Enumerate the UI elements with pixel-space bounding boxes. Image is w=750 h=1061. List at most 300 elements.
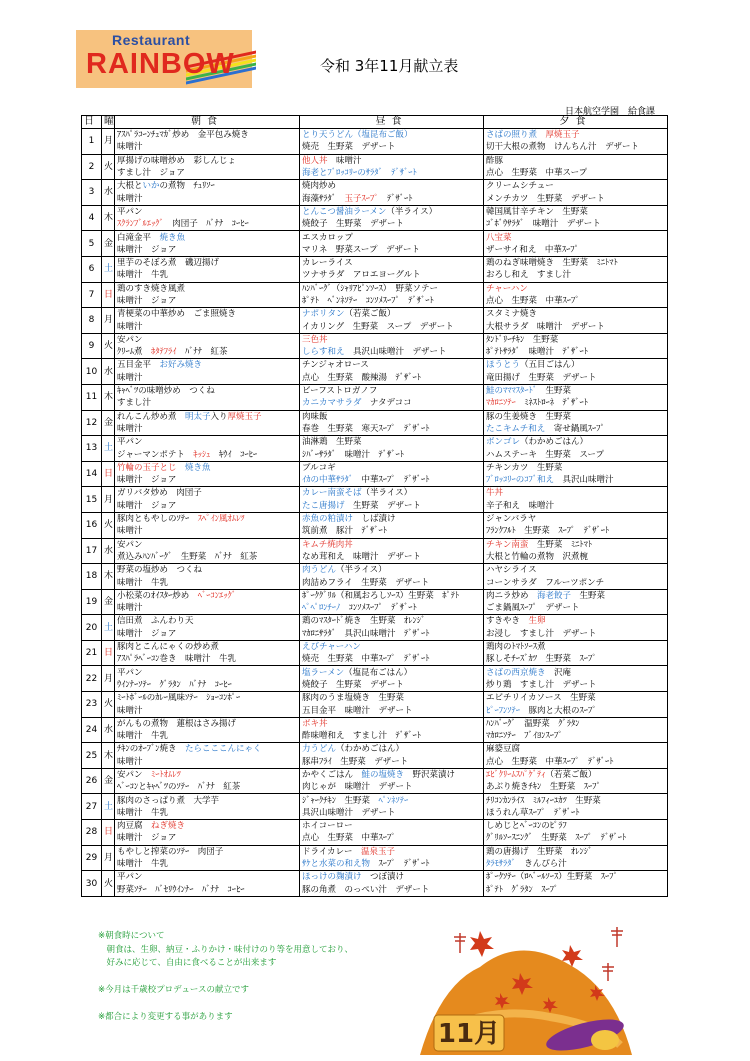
lunch-cell [300,461,484,474]
day-row-second [82,372,668,385]
breakfast-cell [115,525,300,538]
breakfast-cell [115,436,300,449]
dinner-cell [484,256,668,269]
menu-text: すまし汁 ジョア [117,168,185,179]
day-of-week: 土 [102,256,115,282]
breakfast-cell [115,564,300,577]
menu-text: 味噌汁 ジョア [117,244,177,255]
dinner-cell [484,807,668,820]
breakfast-cell [115,423,300,436]
day-of-week: 水 [102,180,115,206]
menu-text: 厚揚げの味噌炒め 彩しんじょ [117,155,237,166]
day-row [82,129,668,142]
menu-text: ザーサイ和え 中華ｽｰﾌﾟ [486,244,579,255]
dinner-cell [484,820,668,833]
page-title: 令和 3年11月献立表 [320,57,459,75]
dinner-cell [484,730,668,743]
menu-text: 生野菜 [537,386,572,397]
note-line [98,998,353,1012]
day-row-second [82,858,668,871]
menu-text: 豚肉と大根のｽｰﾌﾟ [520,705,597,716]
menu-text: （五目ごはん） [520,360,580,371]
menu-text: えびチャーハン [302,642,361,653]
menu-text: ﾎﾟﾃﾄ ﾍﾞﾝﾈｿﾃｰ ｺﾝｿﾒｽｰﾌﾟ ﾃﾞｻﾞｰﾄ [302,296,434,306]
day-of-week: 火 [102,333,115,359]
lunch-cell [300,640,484,653]
day-row-second [82,269,668,282]
menu-text: 牛丼 [486,488,504,499]
lunch-cell [300,794,484,807]
menu-text: ｽｸﾗﾝﾌﾞﾙｴｯｸﾞ [117,219,164,230]
menu-text: 厚焼玉子 [545,130,580,141]
note-line: 朝食は、生卵、納豆・ふりかけ・味付けのり等を用意しており、 [98,944,354,955]
day-row [82,205,668,218]
note-line [98,971,353,985]
menu-text: ﾁｷﾝのｵｰﾌﾞﾝ焼き [117,744,186,755]
menu-text: ねぎ焼き [151,821,186,832]
header-dinner: 夕食 [484,116,668,129]
autumn-mountain-illustration [420,925,632,1055]
lunch-cell [300,551,484,564]
menu-text: 力うどん [302,744,337,755]
menu-text: （半ライス） [386,206,438,217]
day-row [82,615,668,628]
menu-text: さばの照り煮 [486,130,546,141]
menu-text: 春巻 生野菜 寒天ｽｰﾌﾟ ﾃﾞｻﾞｰﾄ [302,423,430,434]
menu-text: もやしと搾菜のｿﾃｰ 肉団子 [117,846,224,857]
menu-text: ﾊﾝﾊﾞｰｸﾞ（ｼｬﾘｱﾋﾟﾝｿｰｽ） 野菜ソテー [302,283,439,294]
menu-text: の煮物 ﾁｭﾘｿｰ [159,181,215,192]
menu-text: 海老餃子 [537,590,572,601]
menu-text: 豚肉のうま塩焼き 生野菜 [302,693,405,704]
day-number: 18 [82,564,102,590]
menu-text: チキンカツ 生野菜 [486,462,563,473]
breakfast-cell [115,308,300,321]
lunch-cell [300,487,484,500]
menu-text: さばの西京焼き [486,667,546,678]
menu-text: ブルコギ [302,462,336,473]
menu-text: ﾏｶﾛﾆｻﾗﾀﾞ 具沢山味噌汁 ﾃﾞｻﾞｰﾄ [302,628,430,639]
lunch-cell [300,717,484,730]
dinner-cell [484,448,668,461]
logo-rainbow-text: RAINBOW [86,48,235,80]
menu-text: （若菜ご飯） [545,769,597,780]
day-number: 22 [82,666,102,692]
dinner-cell [484,167,668,180]
menu-text: ｱｽﾊﾟﾗｺｰﾝﾁｭﾏｶﾞ炒め 金平包み焼き [117,130,249,141]
dinner-cell [484,704,668,717]
menu-text: 竹輪の玉子とじ [117,462,177,473]
dinner-cell [484,269,668,282]
lunch-cell [300,704,484,717]
menu-text: 焼売 生野菜 デザート [302,142,396,153]
breakfast-cell [115,717,300,730]
menu-text: すきやき [486,616,529,627]
note-line: 好みに応じて、自由に食べることが出来ます [98,958,277,968]
dinner-cell [484,768,668,781]
dinner-cell [484,205,668,218]
menu-text: 点心 生野菜 中華スープ [486,168,588,179]
menu-text: 入り [210,411,228,422]
lunch-cell [300,205,484,218]
breakfast-cell [115,743,300,756]
day-row-second [82,653,668,666]
breakfast-cell [115,602,300,615]
breakfast-cell [115,820,300,833]
menu-text: 鶏の唐揚げ 生野菜 ｵﾚﾝｼﾞ [486,846,593,857]
menu-text: 酢味噌和え すまし汁 ﾃﾞｻﾞｰﾄ [302,731,422,742]
menu-text: メンチカツ 生野菜 デザート [486,193,605,204]
breakfast-cell [115,871,300,884]
notes-block [98,930,353,1025]
menu-text: ﾎﾟｰｸｸﾞﾘﾙ（和風おろしｿｰｽ）生野菜 ﾎﾟﾃﾄ [302,590,460,601]
day-row-second [82,474,668,487]
menu-text: 麻婆豆腐 [486,744,521,755]
breakfast-cell [115,269,300,282]
lunch-cell [300,602,484,615]
menu-text: ｼﾊﾞｰｻﾗﾀﾞ 味噌汁 ﾃﾞｻﾞｰﾄ [302,449,405,460]
menu-text: ﾌﾗﾝｸﾌﾙﾄ 生野菜 ｽｰﾌﾟ ﾃﾞｻﾞｰﾄ [486,526,610,537]
menu-text: ﾊﾞﾅﾅ 紅茶 [176,347,228,358]
menu-text: ジャーマンポテト [117,449,194,460]
menu-text: 五目金平 味噌汁 デザート [302,705,413,716]
day-of-week: 月 [102,308,115,334]
day-number: 4 [82,205,102,231]
breakfast-cell [115,768,300,781]
dinner-cell [484,640,668,653]
menu-text: ﾀﾗﾓｻﾗﾀﾞ [486,859,516,870]
lunch-cell [300,231,484,244]
day-of-week: 水 [102,717,115,743]
day-row-second [82,346,668,359]
menu-text: （わかめごはん） [336,744,405,755]
menu-text: 肉豆腐 [117,821,152,832]
menu-text: ｷｳｲ ｺｰﾋｰ [210,449,258,460]
day-of-week: 月 [102,845,115,871]
menu-text: ﾎﾟﾃﾄｻﾗﾀﾞ 味噌汁 ﾃﾞｻﾞｰﾄ [486,347,589,358]
lunch-cell [300,538,484,551]
lunch-cell [300,628,484,641]
day-number: 12 [82,410,102,436]
day-of-week: 土 [102,615,115,641]
menu-text: ｽﾍﾟｲﾝ風ｵﾑﾚﾂ [197,514,245,525]
menu-text: 肉詰めフライ 生野菜 デザート [302,577,430,588]
dinner-cell [484,141,668,154]
day-of-week: 日 [102,461,115,487]
day-number: 2 [82,154,102,180]
day-row [82,538,668,551]
menu-text: カレーライス [302,258,353,269]
menu-text: 里芋のそぼろ煮 磯辺揚げ [117,258,220,269]
day-of-week: 木 [102,564,115,590]
dinner-cell [484,794,668,807]
day-row-second [82,679,668,692]
day-row [82,666,668,679]
dinner-cell [484,397,668,410]
menu-text: ﾌﾞﾛｯｺﾘｰのｺﾌﾞ和え [486,475,555,486]
menu-text: ごま鍋風ｽｰﾌﾟ デザート [486,603,580,614]
menu-text: 大根と竹輪の煮物 沢煮椀 [486,551,589,562]
menu-text: 肉団子 ﾊﾞﾅﾅ ｺｰﾋｰ [163,219,249,230]
lunch-cell [300,884,484,897]
breakfast-cell [115,397,300,410]
menu-text: 平パン [117,206,143,217]
menu-text: 味噌汁 [117,321,143,332]
dinner-cell [484,845,668,858]
menu-text: ｷｯｼｭ [193,449,211,460]
day-number: 8 [82,308,102,334]
day-number: 30 [82,871,102,897]
menu-text: 味噌汁 [117,372,143,383]
menu-text: （若菜ご飯） [344,309,396,320]
restaurant-rainbow-logo [76,30,252,88]
breakfast-cell [115,576,300,589]
menu-text: しめじとﾍﾞｰｺﾝのﾋﾟﾗﾌ [486,821,567,832]
logo-restaurant-text: Restaurant [112,32,191,48]
menu-text: おろし和え すまし汁 [486,270,572,281]
dinner-cell [484,487,668,500]
menu-text: イカリング 生野菜 スープ デザート [302,321,454,332]
menu-text: 具沢山味噌汁 [554,475,614,486]
menu-text: 大根サラダ 味噌汁 デザート [486,321,605,332]
day-row-second [82,397,668,410]
menu-text: 安パン [117,769,152,780]
menu-text: 鶏肉のﾄﾏﾄｿｰｽ煮 [486,642,546,653]
breakfast-cell [115,845,300,858]
menu-text: ビーフストロガノフ [302,386,378,397]
day-number: 19 [82,589,102,615]
menu-text: なめ茸和え 味噌汁 デザート [302,551,422,562]
dinner-cell [484,615,668,628]
day-of-week: 木 [102,384,115,410]
day-row [82,359,668,372]
lunch-cell [300,192,484,205]
dinner-cell [484,333,668,346]
menu-text: 味噌汁 ジョア [117,475,177,486]
menu-text: たこ唐揚げ [302,500,345,511]
menu-text: 肉ニラ炒め [486,590,538,601]
day-row-second [82,884,668,897]
lunch-cell [300,756,484,769]
menu-text: 豚肉のさっぱり煮 大学芋 [117,795,220,806]
breakfast-cell [115,730,300,743]
day-of-week: 水 [102,359,115,385]
day-number: 25 [82,743,102,769]
menu-text: 平パン [117,872,143,883]
menu-text: 韓国風甘辛チキン 生野菜 [486,206,588,217]
dinner-cell [484,436,668,449]
menu-text: 焼餃子 生野菜 デザート [302,679,405,690]
day-of-week: 木 [102,205,115,231]
day-row-second [82,832,668,845]
lunch-cell [300,256,484,269]
lunch-cell [300,589,484,602]
menu-text: 味噌汁 ジョア [117,628,177,639]
menu-text: ｻｹと水菜の和え物 [302,859,371,870]
menu-text: 煮込みﾊﾝﾊﾞｰｸﾞ 生野菜 ﾊﾞﾅﾅ 紅茶 [117,551,258,562]
menu-text: 野菜の塩炒め つくね [117,565,203,576]
dinner-cell [484,653,668,666]
breakfast-cell [115,832,300,845]
day-number: 23 [82,692,102,718]
dinner-cell [484,832,668,845]
menu-text: 味噌汁 牛乳 [117,807,169,818]
dinner-cell [484,154,668,167]
menu-text: ﾎﾀﾃﾌﾗｲ [151,347,177,358]
menu-text: ｱｽﾊﾟﾗﾍﾞｰｺﾝ巻き 味噌汁 牛乳 [117,654,237,665]
menu-text: 炒り鶏 すまし汁 デザート [486,679,597,690]
menu-text: ﾏｶﾛﾆｿﾃｰ [486,398,516,409]
menu-text: ﾍﾟﾝﾈｿﾃｰ [378,795,409,806]
lunch-cell [300,269,484,282]
menu-text: とり天うどん（塩昆布ご飯） [302,130,413,141]
menu-text: 点心 生野菜 酸辣湯 ﾃﾞｻﾞｰﾄ [302,372,422,383]
menu-text: ﾁﾘｺﾝｶﾝﾗｲｽ ﾐﾙﾌｨｰﾕｶﾂ 生野菜 [486,795,601,806]
dinner-cell [484,295,668,308]
day-row-second [82,602,668,615]
menu-text: 三色丼 [302,334,328,345]
menu-table [81,115,668,897]
menu-text: ｲｶの中華ｻﾗﾀﾞ [302,475,354,486]
menu-text: チンジャオロース [302,360,369,371]
menu-text: 味噌汁 [117,756,143,767]
menu-text: ｼﾞｬｰｸﾁｷﾝ 生野菜 [302,795,379,806]
menu-text: 八宝菜 [486,232,512,243]
day-of-week: 金 [102,231,115,257]
lunch-cell [300,615,484,628]
menu-text: 塩ラーメン [302,667,345,678]
menu-text [177,463,186,473]
menu-text: ほうとう [486,360,521,371]
dinner-cell [484,244,668,257]
day-of-week: 土 [102,794,115,820]
menu-text: 青梗菜の中華炒め ごま照焼き [117,309,237,320]
menu-text: 野菜ｿﾃｰ ﾊﾞｾﾘｳｲﾝﾅｰ ﾊﾞﾅﾅ ｺｰﾋｰ [117,884,245,895]
lunch-cell [300,576,484,589]
dinner-cell [484,756,668,769]
day-row-second [82,500,668,513]
lunch-cell [300,807,484,820]
dinner-cell [484,180,668,193]
day-row-second [82,320,668,333]
breakfast-cell [115,756,300,769]
day-row [82,487,668,500]
dinner-cell [484,474,668,487]
day-of-week: 金 [102,589,115,615]
dinner-cell [484,884,668,897]
menu-text: 焼売 生野菜 中華ｽｰﾌﾟ ﾃﾞｻﾞｰﾄ [302,654,430,665]
day-row [82,717,668,730]
breakfast-cell [115,410,300,423]
day-row [82,871,668,884]
menu-text: ｷｬﾍﾞﾂの味噌炒め つくね [117,386,215,397]
menu-text: チャーハン [486,283,528,294]
dinner-cell [484,320,668,333]
day-row [82,461,668,474]
day-row [82,820,668,833]
breakfast-cell [115,807,300,820]
breakfast-cell [115,346,300,359]
day-number: 17 [82,538,102,564]
dinner-cell [484,576,668,589]
day-number: 29 [82,845,102,871]
day-of-week: 火 [102,692,115,718]
day-number: 9 [82,333,102,359]
menu-text: 白滝金平 [117,232,160,243]
menu-text: 信田煮 ふんわり天 [117,616,194,627]
lunch-cell [300,372,484,385]
day-row [82,436,668,449]
day-number: 21 [82,640,102,666]
menu-text: 生野菜 [571,590,606,601]
menu-text: 豚肉ともやしのｿﾃｰ [117,514,198,525]
lunch-cell [300,474,484,487]
day-number: 16 [82,512,102,538]
breakfast-cell [115,551,300,564]
menu-text: 豚の生姜焼き 生野菜 [486,411,572,422]
sweet-potato-cut [591,1030,619,1050]
dinner-cell [484,423,668,436]
lunch-cell [300,781,484,794]
lunch-cell [300,692,484,705]
menu-text: 豚しそﾁｰｽﾞｶﾂ 生野菜 ｽｰﾌﾟ [486,654,597,665]
lunch-cell [300,180,484,193]
day-row [82,282,668,295]
menu-text: 焼肉炒め [302,181,337,192]
dinner-cell [484,871,668,884]
menu-text: しらす和え [302,347,345,358]
menu-text: （半ライス） [336,565,387,576]
lunch-cell [300,295,484,308]
lunch-cell [300,653,484,666]
menu-text: ﾐｰﾄﾎﾞｰﾙのｶﾚｰ風味ｿﾃｰ ｼｮｰｺﾝﾎﾟｰ [117,693,241,704]
menu-text: カニカマサラダ [302,398,362,409]
day-of-week: 月 [102,129,115,155]
menu-text: 味噌汁 [327,155,362,166]
dinner-cell [484,359,668,372]
day-row-second [82,295,668,308]
menu-text: 具沢山味噌汁 デザート [344,347,447,358]
header-dow: 曜 [102,116,115,129]
menu-text: 味噌汁 牛乳 [117,731,169,742]
lunch-cell [300,666,484,679]
menu-text: ボンゴレ [486,437,521,448]
day-row [82,231,668,244]
menu-text: ドライカレー [302,846,361,857]
breakfast-cell [115,448,300,461]
menu-text: 具沢山味噌汁 デザート [302,807,396,818]
menu-text: 平パン [117,437,143,448]
dinner-cell [484,512,668,525]
header-row [82,116,668,129]
lunch-cell [300,218,484,231]
menu-text: エビチリイカソース 生野菜 [486,693,596,704]
day-row [82,845,668,858]
note-line: ※今月は千歳校プロデュースの献立です [98,985,249,995]
menu-text: ﾐﾈｽﾄﾛｰﾈ ﾃﾞｻﾞｰﾄ [515,398,589,409]
menu-text: 温泉玉子 [361,846,396,857]
menu-text: あぶり焼きﾁｷﾝ 生野菜 ｽｰﾌﾟ [486,782,601,793]
dinner-cell [484,743,668,756]
menu-text: とんこつ醤油ラーメン [302,206,387,217]
breakfast-cell [115,205,300,218]
menu-text: 他人丼 [302,155,328,166]
menu-text: 味噌汁 [117,193,143,204]
breakfast-cell [115,858,300,871]
menu-text: ガリバタ炒め 肉団子 [117,488,202,499]
day-row-second [82,167,668,180]
menu-text: 安パン [117,334,143,345]
